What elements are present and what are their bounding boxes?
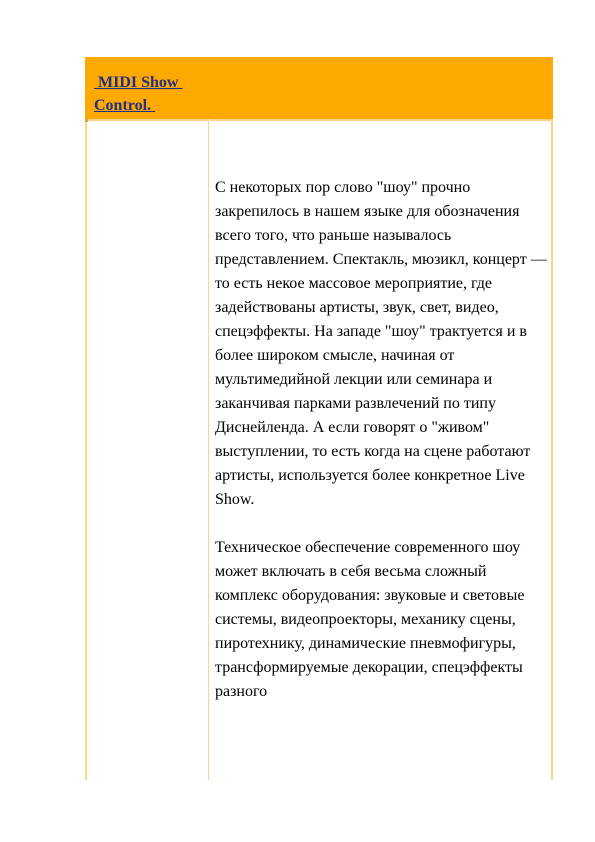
header-cell [85,57,553,119]
paragraph-technical: Техническое обеспечение современного шоу может включать в себя весьма сложный комплекс оборудования: звуковые и световые системы, видеопроекторы, механику сцены, пиротехнику, динамические пневмофигуры, трансформируемые декорации, спецэффекты разного [215,539,525,700]
title-link[interactable]: MIDI Show Control. [94,74,179,114]
article-body [215,176,550,728]
left-cell [85,119,209,780]
paragraph-intro: С некоторых пор слово "шоу" прочно закрепилось в нашем языке для обозначения всего того, что раньше называлось представлением. Спектакль, мюзикл, концерт — то есть некое массовое мероприятие, где задействованы артисты, звук, свет, видео, спецэффекты. На западе "шоу" трактуется и в более широком смысле, начиная от мультимедийной лекции или семинара и заканчивая парками развлечений по типу Диснейленда. А если говорят о "живом" выступлении, то есть когда на сцене работают артисты, используется более конкретное Live Show. [215,179,547,508]
